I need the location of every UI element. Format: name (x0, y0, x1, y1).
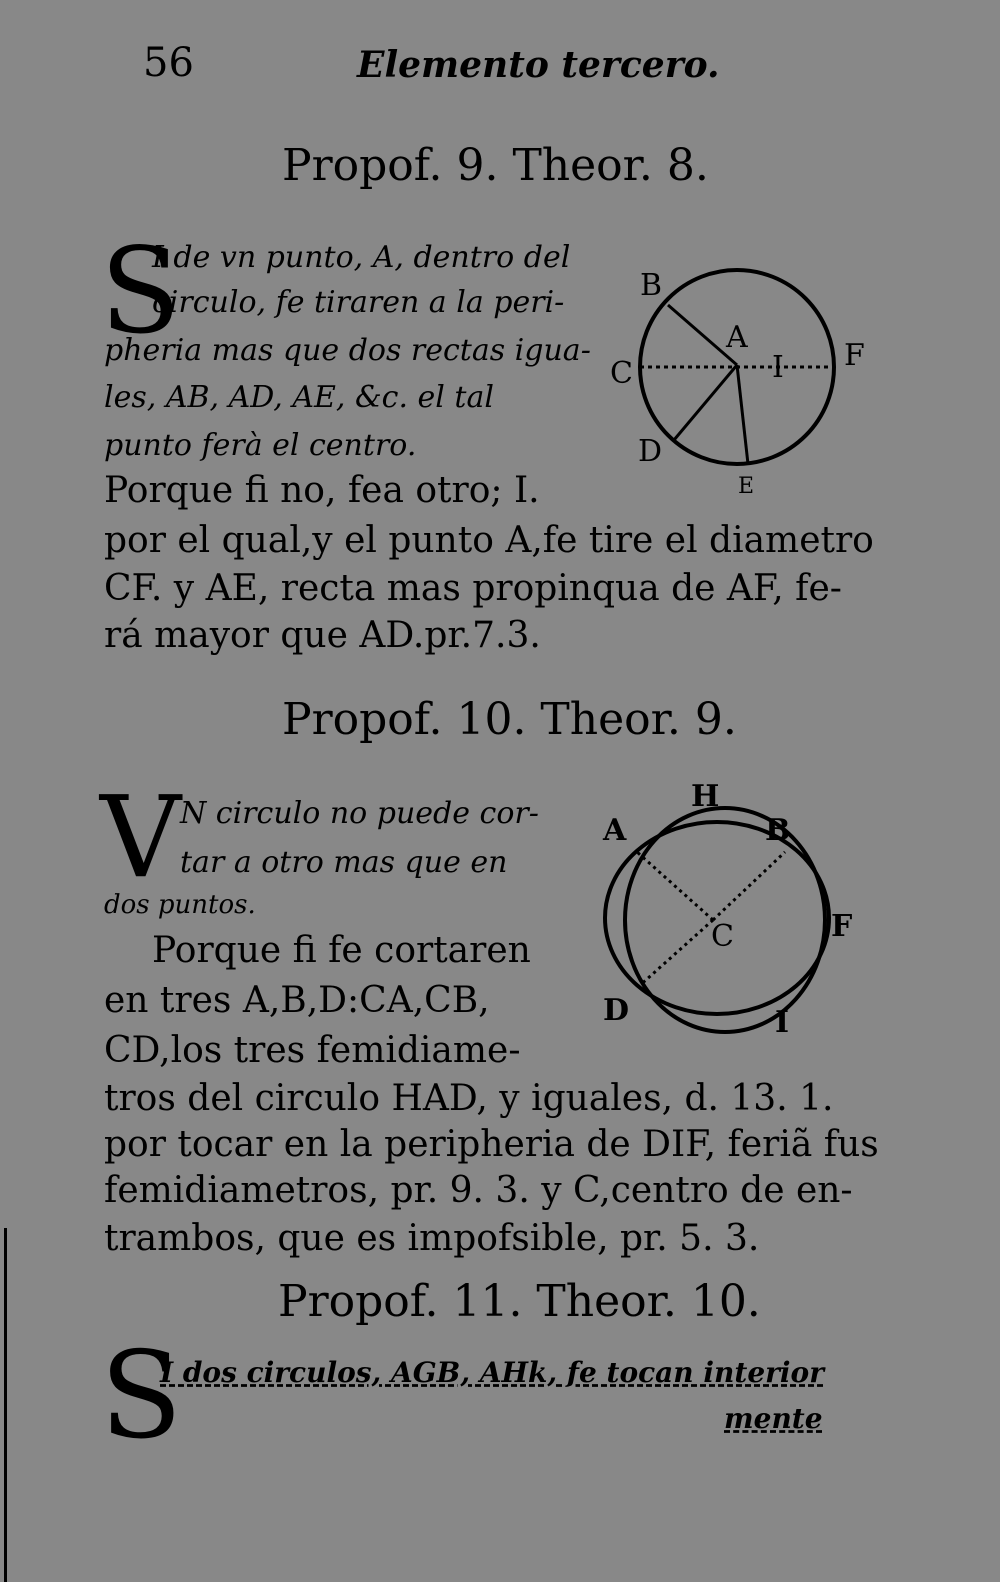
prop9-line-2: circulo, fe tiraren a la peri- (152, 285, 565, 320)
prop9-line-1: I de vn punto, A, dentro del (152, 240, 571, 275)
label-f: F (844, 338, 865, 373)
line-ad (674, 365, 737, 440)
prop9-proof-2: por el qual,y el punto A,fe tire el diametro (104, 520, 874, 561)
prop10-proof-4: tros del circulo HAD, y iguales, d. 13. 1. (104, 1078, 834, 1119)
label-a2: A (603, 813, 627, 848)
label-h: H (691, 780, 720, 814)
prop9-line-4: les, AB, AD, AE, &c. el tal (104, 380, 494, 415)
margin-rule (4, 1228, 7, 1582)
prop10-heading: Propof. 10. Theor. 9. (282, 694, 737, 745)
label-i2: I (775, 1005, 790, 1040)
prop10-proof-3: CD,los tres femidiame- (104, 1030, 521, 1071)
label-i: I (772, 350, 784, 385)
label-d: D (638, 434, 663, 469)
prop10-line-2: tar a otro mas que en (180, 845, 508, 880)
prop9-drop-cap: S (100, 222, 181, 360)
prop10-drop-cap: V (100, 773, 181, 903)
prop10-line-3: dos puntos. (104, 890, 256, 920)
prop10-circles-figure (585, 780, 885, 1050)
catchword: mente (724, 1402, 823, 1435)
line-cd (637, 920, 713, 988)
label-a: A (726, 320, 748, 355)
prop10-proof-1: Porque fi fe cortaren (152, 930, 531, 971)
line-cb (713, 852, 785, 920)
prop10-proof-5: por tocar en la peripheria de DIF, feriã fus (104, 1124, 879, 1165)
line-ae (737, 365, 748, 464)
prop9-line-5: punto ferà el centro. (104, 428, 417, 463)
label-e: E (738, 474, 755, 495)
label-d2: D (603, 993, 630, 1028)
prop11-line-1: I dos circulos, AGB, AHk, fe tocan interior (160, 1356, 824, 1389)
page-number: 56 (143, 40, 194, 86)
running-title: Elemento tercero. (357, 44, 720, 86)
prop10-proof-6: femidiametros, pr. 9. 3. y C,centro de en- (104, 1170, 853, 1211)
prop9-heading: Propof. 9. Theor. 8. (282, 140, 709, 191)
label-f2: F (831, 909, 853, 944)
prop10-proof-2: en tres A,B,D:CA,CB, (104, 980, 490, 1021)
prop9-proof-4: rá mayor que AD.pr.7.3. (104, 615, 541, 656)
label-b: B (640, 268, 663, 303)
line-ca (637, 852, 713, 920)
prop11-heading: Propof. 11. Theor. 10. (278, 1276, 761, 1327)
label-b2: B (765, 813, 791, 848)
prop11-drop-cap: S (100, 1327, 183, 1466)
label-c: C (610, 356, 633, 391)
label-c2: C (711, 919, 734, 954)
prop9-circle-figure (600, 265, 890, 495)
prop9-line-3: pheria mas que dos rectas igua- (104, 333, 591, 368)
prop10-line-1: N circulo no puede cor- (180, 796, 539, 831)
prop9-proof-1: Porque fi no, fea otro; I. (104, 470, 540, 511)
prop10-proof-7: trambos, que es impofsible, pr. 5. 3. (104, 1218, 760, 1259)
prop9-proof-3: CF. y AE, recta mas propinqua de AF, fe- (104, 568, 842, 609)
